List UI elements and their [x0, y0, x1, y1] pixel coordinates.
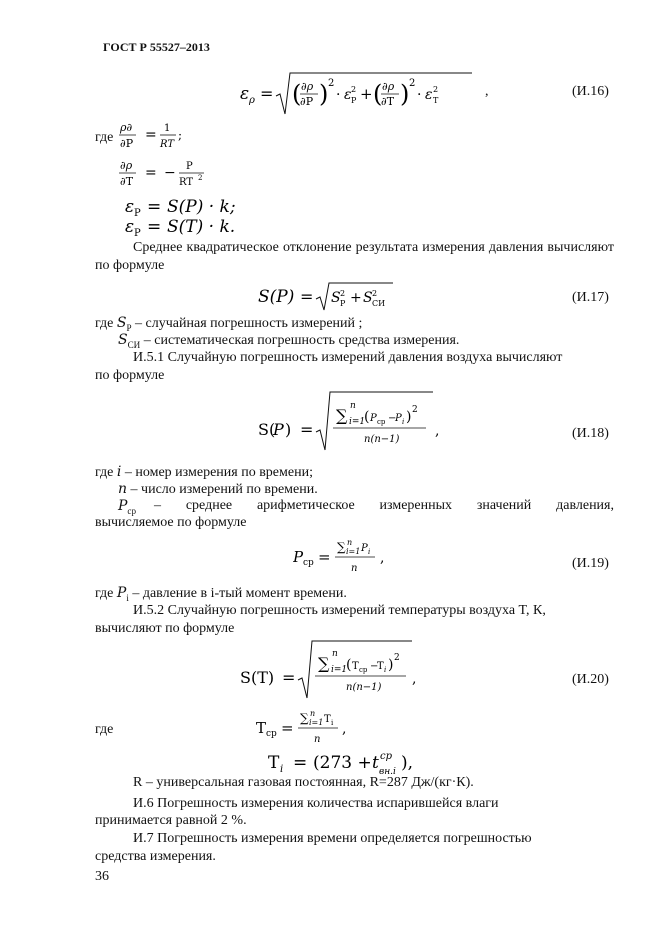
- def-ssi-text: – систематическая погрешность средства измерения.: [143, 333, 460, 348]
- equation-label-i20: (И.20): [572, 672, 609, 687]
- svg-text:ср: ср: [380, 751, 393, 762]
- svg-text:S: S: [363, 290, 373, 306]
- svg-text:P: P: [370, 413, 377, 424]
- svg-text:∂ρ: ∂ρ: [382, 80, 395, 93]
- paragraph-i7-line2: средства измерения.: [95, 849, 216, 864]
- svg-text:): ): [388, 657, 394, 673]
- def-sp-text: – случайная погрешность измерений ;: [135, 316, 363, 331]
- equation-label-i16: (И.16): [572, 84, 609, 99]
- svg-text:n: n: [332, 649, 338, 659]
- svg-text:−: −: [388, 413, 397, 424]
- svg-text:∑: ∑: [318, 654, 330, 673]
- svg-text:t: t: [372, 753, 379, 773]
- svg-text:P: P: [340, 299, 346, 308]
- def-pcp-line2: вычисляемое по формуле: [95, 515, 247, 530]
- svg-text:,: ,: [435, 423, 440, 439]
- svg-text:): ): [400, 80, 410, 108]
- svg-text:i=1: i=1: [349, 417, 366, 427]
- svg-text:ср: ср: [377, 418, 386, 426]
- equation-i16: [240, 70, 480, 118]
- svg-text:S(T): S(T): [240, 668, 275, 687]
- svg-text:(: (: [346, 657, 352, 673]
- equation-i16-graphic: [240, 70, 480, 118]
- equation-i17: [258, 280, 398, 312]
- paragraph-i51-line2: по формуле: [95, 368, 165, 383]
- svg-text:=: =: [260, 84, 274, 103]
- svg-text:i=1: i=1: [346, 547, 361, 556]
- def-pi-text: – давление в i-тый момент времени.: [132, 586, 347, 601]
- svg-text:ср: ср: [359, 666, 368, 674]
- def-r-line: R – универсальная газовая постоянная, R=287 Дж/(кг·К).: [133, 775, 474, 790]
- svg-text:P: P: [134, 208, 141, 219]
- svg-text:i=1: i=1: [331, 665, 348, 675]
- svg-text:i: i: [402, 418, 405, 426]
- svg-text:·: ·: [417, 87, 422, 103]
- svg-text:∑: ∑: [300, 711, 309, 725]
- formulas-epsilon: [125, 195, 265, 237]
- svg-text:i: i: [384, 666, 387, 674]
- paragraph-i52-line1: И.5.2 Случайную погрешность измерений температуры воздуха T, К,: [133, 603, 546, 618]
- svg-text:i: i: [280, 764, 284, 775]
- svg-text:P: P: [134, 228, 141, 237]
- def-i-line: где i – номер измерения по времени;: [95, 464, 313, 480]
- svg-text:2: 2: [433, 85, 439, 94]
- svg-text:n: n: [347, 538, 353, 547]
- svg-text:T: T: [268, 753, 280, 773]
- paragraph-i7-line1: И.7 Погрешность измерения времени определяется погрешностью: [133, 831, 532, 846]
- svg-text:(273 +: (273 +: [313, 753, 372, 773]
- svg-text:,: ,: [342, 721, 347, 737]
- def-ssi-line: $S_{СИ}$ – систематическая погрешность средства измерения.: [118, 332, 460, 350]
- equation-label-i17: (И.17): [572, 290, 609, 305]
- svg-text:RT: RT: [179, 177, 194, 188]
- svg-text:=: =: [147, 197, 162, 217]
- svg-text:ε: ε: [240, 84, 250, 104]
- svg-text:вн.i: вн.i: [379, 767, 396, 777]
- svg-text:): ): [319, 80, 329, 108]
- svg-text:=: =: [281, 719, 294, 737]
- svg-text:n: n: [350, 401, 356, 411]
- svg-text:2: 2: [328, 78, 335, 89]
- svg-text:∂ρ: ∂ρ: [301, 80, 314, 93]
- svg-text:T: T: [377, 661, 384, 672]
- svg-text:P: P: [351, 96, 357, 105]
- svg-text:i=1: i=1: [309, 718, 324, 727]
- svg-text:S(P) · k;: S(P) · k;: [167, 197, 236, 217]
- comma-i16: ,: [485, 84, 489, 99]
- svg-text:∂T: ∂T: [381, 95, 395, 108]
- svg-text:2: 2: [340, 289, 346, 298]
- where-word-4: где: [95, 586, 114, 601]
- document-header: ГОСТ Р 55527–2013: [103, 40, 210, 54]
- paragraph-i52-line2: вычисляют по формуле: [95, 621, 235, 636]
- svg-text:S(: S(: [258, 420, 276, 439]
- svg-text:∑: ∑: [337, 540, 346, 554]
- svg-text:ср: ср: [303, 558, 314, 568]
- formula-tcp: [256, 705, 366, 749]
- svg-text:S(T) · k.: S(T) · k.: [167, 217, 236, 237]
- paragraph-mean-square: Среднее квадратическое отклонение результата измерения давления вычисляют по формуле: [95, 240, 614, 273]
- svg-text:(: (: [373, 80, 383, 108]
- where-word-2: где: [95, 316, 114, 331]
- drho-dp-semicolon: ;: [178, 128, 183, 142]
- svg-text:∑: ∑: [336, 406, 348, 425]
- svg-text:T: T: [256, 719, 267, 737]
- svg-text:T: T: [433, 96, 439, 105]
- def-i-text: – номер измерения по времени;: [124, 465, 313, 480]
- formula-drho-dt: [118, 156, 228, 196]
- svg-text:): ): [406, 409, 412, 425]
- formula-drho-dp: [118, 118, 208, 158]
- svg-text:∂T: ∂T: [120, 175, 134, 188]
- def-pi-line: где $P_i$ – давление в i-тый момент времени.: [95, 585, 347, 603]
- svg-text:n: n: [310, 709, 316, 718]
- svg-text:ρ: ρ: [249, 95, 255, 106]
- svg-text:(: (: [292, 80, 302, 108]
- svg-text:−: −: [164, 165, 176, 181]
- svg-text:=: =: [300, 287, 314, 306]
- svg-text:),: ),: [401, 753, 414, 773]
- svg-text:P: P: [293, 548, 304, 566]
- def-pcp-text: – среднее арифметическое измеренных значений давления,: [154, 498, 614, 513]
- svg-text:P: P: [395, 413, 402, 424]
- svg-text:T: T: [352, 661, 359, 672]
- svg-text:=: =: [318, 548, 331, 566]
- where-word-3: где: [95, 465, 114, 480]
- where-label-5: где: [95, 722, 114, 737]
- svg-text:2: 2: [351, 85, 357, 94]
- svg-text:n(n−1): n(n−1): [364, 434, 400, 445]
- svg-text:∂ρ: ∂ρ: [120, 159, 133, 172]
- svg-text:ε: ε: [344, 87, 352, 103]
- svg-text:ε: ε: [425, 87, 433, 103]
- svg-text:P: P: [186, 161, 193, 172]
- svg-text:(: (: [364, 409, 370, 425]
- def-n-text: – число измерений по времени.: [130, 482, 318, 497]
- svg-text:n: n: [314, 734, 321, 745]
- svg-text:n(n−1): n(n−1): [346, 682, 382, 693]
- svg-text:2: 2: [412, 405, 418, 415]
- svg-text:+: +: [360, 85, 373, 103]
- svg-text:P: P: [273, 420, 284, 439]
- svg-text:P: P: [361, 543, 368, 554]
- svg-text:∂P: ∂P: [300, 95, 314, 108]
- svg-text:2: 2: [372, 289, 378, 298]
- svg-text:=: =: [145, 127, 157, 143]
- where-label-2: где $S_P$ – случайная погрешность измерений ;: [95, 315, 363, 333]
- svg-text:,: ,: [412, 671, 417, 687]
- svg-text:+: +: [350, 290, 362, 306]
- svg-text:=: =: [282, 668, 296, 687]
- equation-i20: [240, 636, 430, 702]
- svg-text:1: 1: [164, 123, 171, 134]
- svg-text:S(P): S(P): [258, 287, 295, 307]
- svg-text:T: T: [324, 714, 331, 725]
- svg-text:ε: ε: [125, 217, 135, 237]
- svg-text:ср: ср: [266, 729, 277, 739]
- def-pcp-line1: $P_{ср}$ – среднее арифметическое измеренных значений давления,: [118, 498, 614, 516]
- svg-text:2: 2: [394, 653, 400, 663]
- svg-text:S: S: [331, 290, 341, 306]
- svg-text:=: =: [293, 753, 308, 773]
- svg-text:RT: RT: [160, 139, 175, 150]
- paragraph-i6-line2: принимается равной 2 %.: [95, 813, 247, 828]
- svg-text:·: ·: [336, 87, 341, 103]
- where-label-1: где: [95, 130, 114, 145]
- def-n-line: n – число измерений по времени.: [118, 481, 318, 497]
- svg-text:i: i: [331, 719, 334, 727]
- svg-text:i: i: [368, 548, 371, 556]
- svg-text:ε: ε: [125, 197, 135, 217]
- paragraph-i51-line1: И.5.1 Случайную погрешность измерений давления воздуха вычисляют: [133, 350, 563, 365]
- svg-text:=: =: [147, 217, 162, 237]
- svg-text:,: ,: [380, 550, 385, 566]
- equation-label-i19: (И.19): [572, 556, 609, 571]
- equation-i19: [293, 533, 413, 579]
- svg-text:2: 2: [198, 174, 203, 182]
- equation-i18: [258, 386, 448, 454]
- svg-text:СИ: СИ: [372, 299, 386, 308]
- svg-text:2: 2: [409, 78, 416, 89]
- svg-text:n: n: [351, 563, 358, 574]
- svg-text:−: −: [370, 661, 379, 672]
- paragraph-i6-line1: И.6 Погрешность измерения количества испарившейся влаги: [133, 796, 499, 811]
- svg-text:ρ∂: ρ∂: [120, 121, 133, 134]
- page-number: 36: [95, 869, 109, 884]
- equation-label-i18: (И.18): [572, 426, 609, 441]
- svg-text:=: =: [300, 420, 314, 439]
- svg-text:=: =: [145, 165, 157, 181]
- svg-text:∂P: ∂P: [120, 137, 134, 150]
- svg-text:): ): [285, 420, 292, 439]
